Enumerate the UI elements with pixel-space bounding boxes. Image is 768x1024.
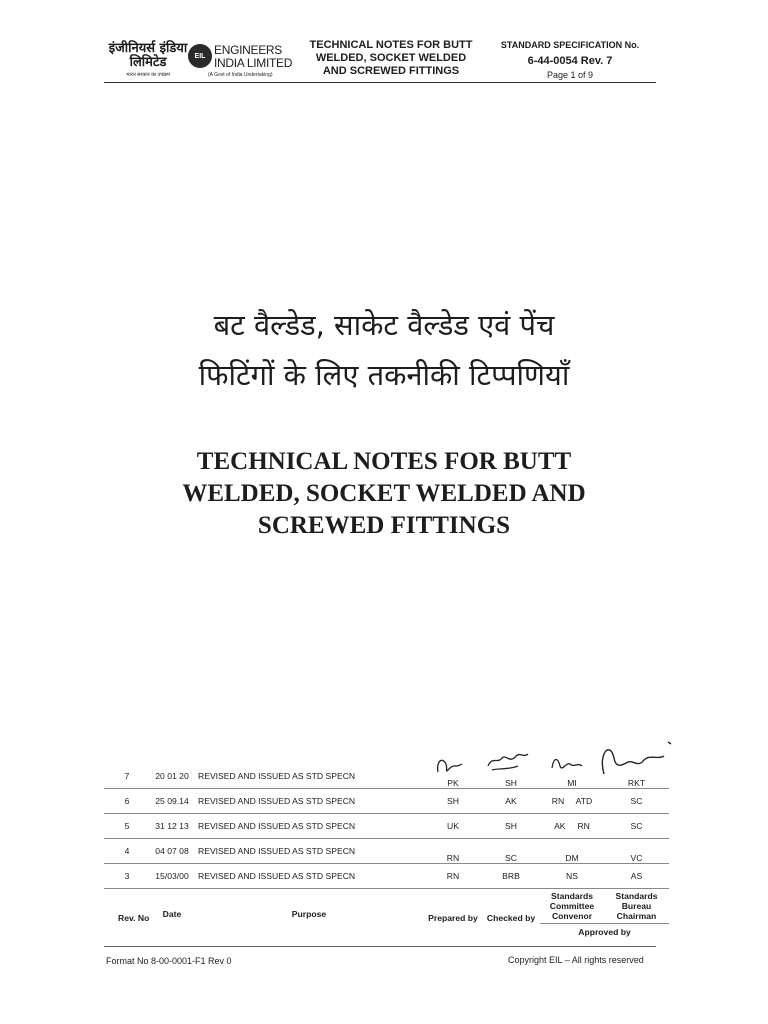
date-cell: 20 01 20 [150, 764, 194, 789]
checked-cell: SC [482, 839, 540, 864]
rev-cell: 5 [104, 814, 150, 839]
purpose-cell: REVISED AND ISSUED AS STD SPECN [194, 814, 424, 839]
hindi-title-line: फिटिंगों के लिए तकनीकी टिप्पणियाँ [198, 358, 570, 392]
logo-english-name: ENGINEERS INDIA LIMITED [214, 43, 293, 70]
hindi-title-line: बट वैल्डेड, साकेट वैल्डेड एवं पेंच [213, 308, 555, 342]
purpose-cell: REVISED AND ISSUED AS STD SPECN [194, 864, 424, 889]
header-title-line: TECHNICAL NOTES FOR BUTT [309, 39, 473, 51]
logo-hindi-name: इंजीनियर्स इंडिया लिमिटेड [108, 41, 188, 70]
spec-label: STANDARD SPECIFICATION No. [500, 40, 640, 50]
purpose-cell: REVISED AND ISSUED AS STD SPECN [194, 839, 424, 864]
spec-number: 6-44-0054 Rev. 7 [527, 55, 613, 67]
header-prepared: Prepared by [428, 913, 478, 923]
header-divider [104, 82, 656, 83]
rev-cell: 6 [104, 789, 150, 814]
eil-emblem-icon: EIL [188, 44, 212, 68]
spec-block [490, 39, 650, 81]
table-row [104, 839, 669, 864]
revision-table [104, 764, 669, 940]
header-rev: Rev. No [118, 913, 150, 923]
prepared-cell: SH [424, 789, 482, 814]
convenor-cell: AK RN [540, 814, 604, 839]
approved-row [104, 923, 669, 940]
rev-cell: 4 [104, 839, 150, 864]
header-title-line: AND SCREWED FITTINGS [322, 65, 460, 77]
rev-cell: 3 [104, 864, 150, 889]
logo-english-subtitle: (A Govt of India Undertaking) [208, 72, 273, 78]
header-date: Date [162, 909, 182, 919]
prepared-cell: PK [424, 764, 482, 789]
chairman-cell: SC [604, 789, 669, 814]
prepared-cell: RN [424, 864, 482, 889]
table-row [104, 864, 669, 889]
checked-cell: SH [482, 814, 540, 839]
page-number: Page 1 of 9 [546, 70, 594, 80]
convenor-cell: MI [540, 764, 604, 789]
table-row [104, 814, 669, 839]
table-row [104, 764, 669, 789]
header-approved: Approved by [578, 926, 631, 937]
english-title-line: WELDED, SOCKET WELDED AND [182, 480, 586, 507]
convenor-cell: DM [540, 839, 604, 864]
purpose-cell: REVISED AND ISSUED AS STD SPECN [194, 764, 424, 789]
rev-cell: 7 [104, 764, 150, 789]
prepared-cell: RN [424, 839, 482, 864]
date-cell: 31 12 13 [150, 814, 194, 839]
header-convenor: Standards Committee Convenor [540, 889, 604, 924]
date-cell: 04 07 08 [150, 839, 194, 864]
convenor-cell: RN ATD [540, 789, 604, 814]
chairman-cell: SC [604, 814, 669, 839]
header-checked: Checked by [486, 913, 536, 923]
english-title [100, 446, 668, 542]
copyright-notice: Copyright EIL – All rights reserved [508, 955, 644, 965]
date-cell: 15/03/00 [150, 864, 194, 889]
convenor-cell: NS [540, 864, 604, 889]
hindi-title [100, 300, 668, 400]
chairman-cell: AS [604, 864, 669, 889]
logo-hindi-subtitle: भारत सरकार का उपक्रम [125, 72, 171, 78]
date-cell: 25 09.14 [150, 789, 194, 814]
header-chairman: Standards Bureau Chairman [604, 889, 669, 924]
english-title-line: TECHNICAL NOTES FOR BUTT [196, 448, 572, 475]
checked-cell: BRB [482, 864, 540, 889]
purpose-cell: REVISED AND ISSUED AS STD SPECN [194, 789, 424, 814]
checked-cell: SH [482, 764, 540, 789]
table-row [104, 789, 669, 814]
footer-divider [104, 946, 656, 947]
chairman-cell: VC [604, 839, 669, 864]
company-logo [108, 40, 293, 80]
prepared-cell: UK [424, 814, 482, 839]
table-header-row [104, 889, 669, 924]
header-purpose: Purpose [291, 909, 327, 919]
english-title-line: SCREWED FITTINGS [257, 512, 511, 539]
header-title-line: WELDED, SOCKET WELDED [315, 52, 467, 64]
format-number: Format No 8-00-0001-F1 Rev 0 [106, 956, 232, 966]
header-title [300, 39, 482, 78]
checked-cell: AK [482, 789, 540, 814]
chairman-cell: RKT [604, 764, 669, 789]
